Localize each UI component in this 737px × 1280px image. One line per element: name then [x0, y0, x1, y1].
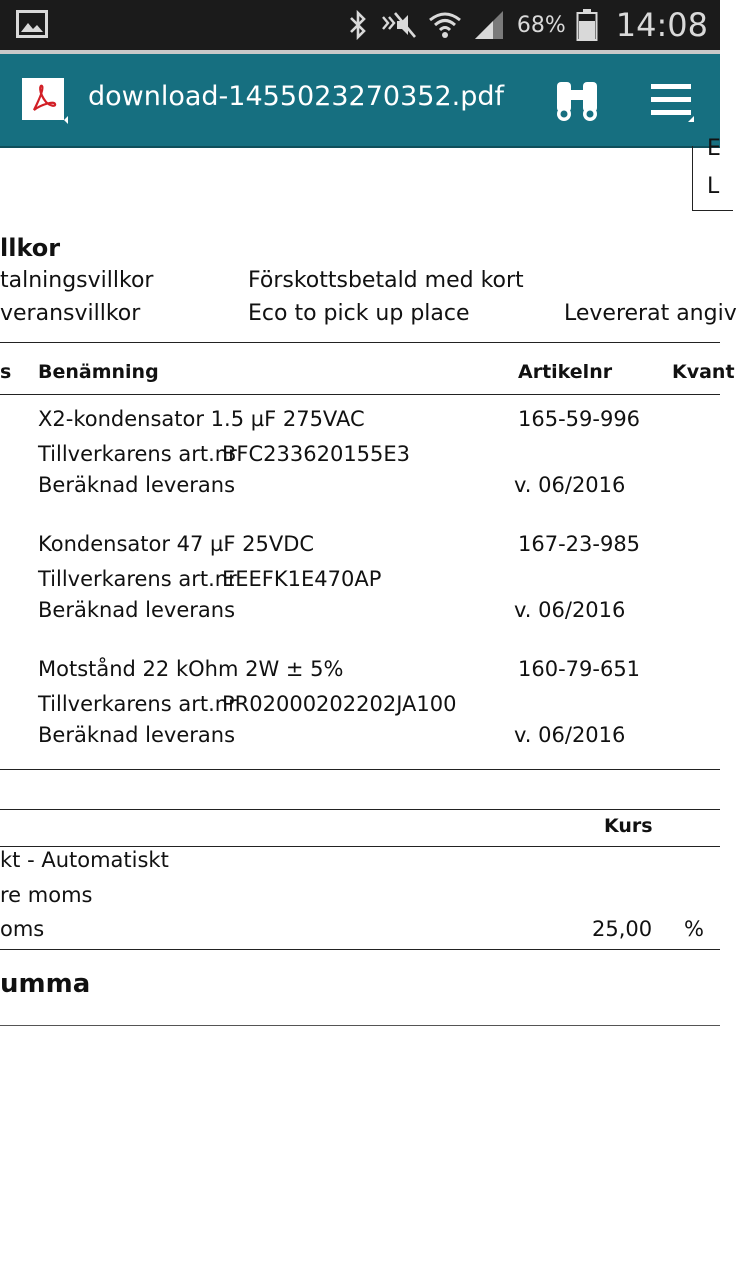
- payment-terms-value: Förskottsbetald med kort: [248, 268, 524, 293]
- item-name: X2-kondensator 1.5 µF 275VAC: [38, 407, 365, 431]
- column-header-qty: Kvant: [672, 361, 735, 383]
- item-mfr-value: BFC233620155E3: [222, 442, 411, 466]
- box-letter: E: [707, 136, 721, 161]
- item-delivery-value: v. 06/2016: [514, 473, 626, 497]
- pdf-app-icon[interactable]: [20, 76, 68, 124]
- document-title: download-1455023270352.pdf: [88, 81, 504, 112]
- divider: [0, 394, 720, 395]
- payment-terms-label: talningsvillkor: [0, 268, 154, 293]
- terms-heading: llkor: [0, 234, 61, 262]
- summary-row: kt - Automatiskt: [0, 848, 169, 872]
- item-mfr-value: PR02000202202JA100: [222, 692, 457, 716]
- divider: [0, 769, 720, 770]
- summary-row: oms: [0, 917, 45, 941]
- box-letter: L: [707, 174, 720, 199]
- vat-rate-unit: %: [684, 917, 704, 941]
- item-delivery-label: Beräknad leverans: [38, 473, 236, 497]
- divider: [0, 342, 720, 343]
- address-box: [692, 136, 733, 211]
- item-delivery-value: v. 06/2016: [514, 723, 626, 747]
- item-mfr-label: Tillverkarens art.nr: [38, 442, 237, 466]
- divider: [0, 846, 720, 847]
- gallery-notification-icon: [16, 10, 48, 38]
- item-delivery-label: Beräknad leverans: [38, 598, 236, 622]
- item-delivery-label: Beräknad leverans: [38, 723, 236, 747]
- status-bar: [0, 0, 720, 50]
- column-header-name: Benämning: [38, 361, 159, 383]
- battery-icon: [576, 8, 598, 42]
- bluetooth-icon: [347, 9, 369, 41]
- delivery-terms-label: veransvillkor: [0, 301, 141, 326]
- divider: [0, 1025, 720, 1026]
- item-delivery-value: v. 06/2016: [514, 598, 626, 622]
- mute-icon: [379, 9, 417, 41]
- delivery-terms-value: Eco to pick up place: [248, 301, 470, 326]
- app-bar: [0, 54, 720, 146]
- vat-rate-value: 25,00: [592, 917, 653, 941]
- pdf-page[interactable]: [0, 136, 737, 1280]
- total-label: umma: [0, 969, 91, 999]
- wifi-icon: [427, 9, 463, 41]
- summary-header-rate: Kurs: [604, 815, 653, 837]
- battery-percent: 68%: [516, 12, 566, 38]
- signal-icon: [473, 9, 507, 41]
- delivery-extra: Levererat angiv: [564, 301, 737, 326]
- item-name: Motstånd 22 kOhm 2W ± 5%: [38, 657, 344, 681]
- item-artnr: 160-79-651: [518, 657, 641, 681]
- clock: 14:08: [615, 6, 708, 44]
- item-mfr-value: EEEFK1E470AP: [222, 567, 382, 591]
- item-mfr-label: Tillverkarens art.nr: [38, 567, 237, 591]
- column-header-artnr: Artikelnr: [518, 361, 613, 383]
- summary-row: re moms: [0, 883, 93, 907]
- item-artnr: 167-23-985: [518, 532, 641, 556]
- divider: [0, 809, 720, 810]
- item-mfr-label: Tillverkarens art.nr: [38, 692, 237, 716]
- item-artnr: 165-59-996: [518, 407, 641, 431]
- column-header-left: s: [0, 361, 12, 383]
- item-name: Kondensator 47 µF 25VDC: [38, 532, 315, 556]
- menu-icon[interactable]: [648, 80, 696, 124]
- binoculars-search-icon[interactable]: [554, 80, 600, 124]
- divider: [0, 949, 720, 950]
